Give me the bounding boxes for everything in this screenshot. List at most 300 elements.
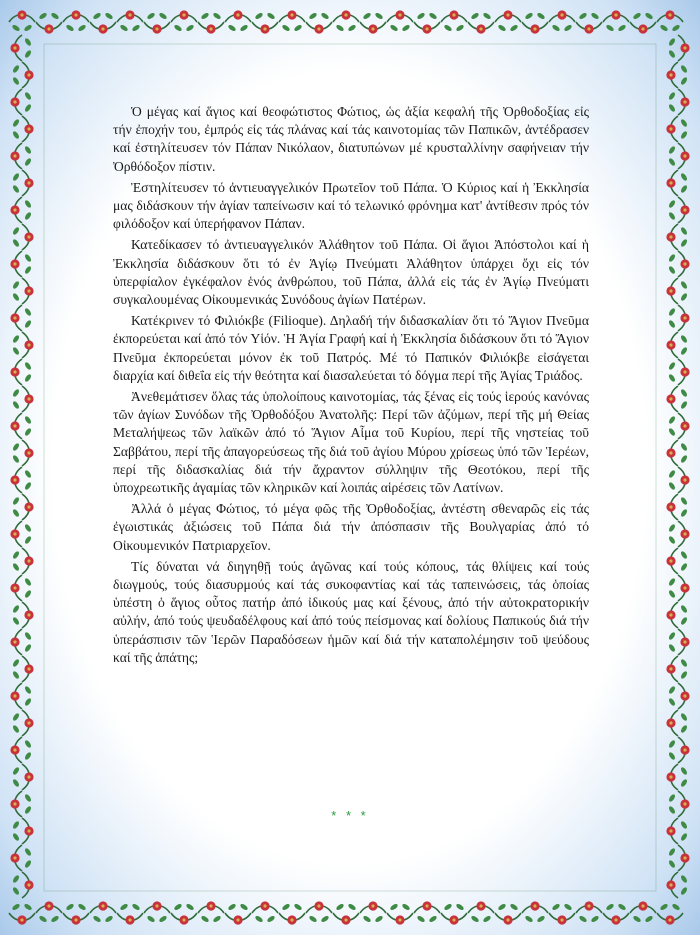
leaf-icon [680, 604, 688, 613]
leaf-icon [644, 12, 653, 20]
flower-center-icon [155, 27, 158, 30]
flower-center-icon [182, 13, 185, 16]
leaf-icon [24, 361, 32, 370]
flower-center-icon [27, 721, 30, 724]
leaf-icon [668, 697, 676, 706]
leaf-icon [12, 172, 20, 181]
leaf-icon [680, 346, 688, 355]
leaf-icon [12, 766, 20, 775]
flower-center-icon [13, 478, 16, 481]
leaf-icon [680, 778, 688, 787]
leaf-icon [24, 793, 32, 802]
leaf-icon [668, 37, 676, 46]
leaf-icon [38, 12, 47, 20]
leaf-icon [24, 469, 32, 478]
leaf-icon [24, 847, 32, 856]
leaf-icon [668, 751, 676, 760]
flower-center-icon [101, 27, 104, 30]
flower-center-icon [668, 918, 671, 921]
leaf-icon [482, 915, 491, 923]
flower-center-icon [236, 13, 239, 16]
flower-center-icon [683, 532, 686, 535]
flower-center-icon [74, 13, 77, 16]
flower-center-icon [27, 667, 30, 670]
leaf-icon [104, 12, 113, 20]
flower-center-icon [128, 13, 131, 16]
leaf-icon [668, 415, 676, 424]
leaf-icon [563, 24, 572, 32]
leaf-icon [212, 12, 221, 20]
flower-center-icon [669, 343, 672, 346]
leaf-icon [308, 915, 317, 923]
leaf-icon [12, 724, 20, 733]
leaf-icon [320, 12, 329, 20]
leaf-icon [212, 915, 221, 923]
flower-center-icon [533, 27, 536, 30]
flower-center-icon [669, 73, 672, 76]
leaf-icon [24, 415, 32, 424]
leaf-icon [266, 915, 275, 923]
leaf-icon [455, 24, 464, 32]
paragraph-4: Κατέκρινεν τό Φιλιόκβε (Filioque). Δηλαδή τήν διδασκαλίαν ὅτι τό Ἅγιον Πνεῦμα ἐκπορεύεται καί ἀπό τόν Υἱόν. Ἡ Ἁγία Γραφή καί ἡ Ἐκκλησία διδάσκουν ὅτι τό Ἅγιον Πνεῦμα ἐκπορεύεται μόνον ἐκ τοῦ Πατρός. Μέ τό Παπικόν Φιλιόκβε εἰσάγεται διαρχία καί διθεΐα εἰς τήν θεότητα καί διασαλεύεται τό δόγμα περί τῆς Ἁγίας Τριάδος. [113, 313, 589, 383]
flower-center-icon [263, 27, 266, 30]
flower-center-icon [479, 904, 482, 907]
leaf-icon [281, 24, 290, 32]
leaf-icon [668, 157, 676, 166]
leaf-icon [24, 685, 32, 694]
leaf-icon [12, 118, 20, 127]
leaf-icon [497, 903, 506, 911]
flower-center-icon [13, 856, 16, 859]
leaf-icon [12, 832, 20, 841]
flower-center-icon [13, 154, 16, 157]
leaf-icon [146, 12, 155, 20]
leaf-icon [12, 454, 20, 463]
leaf-icon [119, 24, 128, 32]
leaf-icon [347, 903, 356, 911]
flower-center-icon [669, 829, 672, 832]
leaf-icon [347, 24, 356, 32]
leaf-icon [158, 915, 167, 923]
flower-center-icon [669, 235, 672, 238]
flower-center-icon [683, 46, 686, 49]
leaf-icon [443, 903, 452, 911]
leaf-icon [668, 589, 676, 598]
flower-center-icon [182, 918, 185, 921]
flower-center-icon [669, 289, 672, 292]
flower-center-icon [27, 73, 30, 76]
paragraph-2: Ἐστηλίτευσεν τό ἀντιευαγγελικόν Πρωτεῖον τοῦ Πάπα. Ὁ Κύριος καί ἡ Ἐκκλησία μας διδάσκουν τήν ἁγίαν ταπείνωσιν καί τό τελωνικό φρόνημα κατ' ἀντίθεσιν πρός τόν φιλόδοξον καί ὑπερήφανον Πάπαν. [113, 179, 589, 232]
leaf-icon [12, 712, 20, 721]
flower-center-icon [27, 451, 30, 454]
flower-center-icon [669, 559, 672, 562]
flower-center-icon [317, 904, 320, 907]
leaf-icon [509, 903, 518, 911]
leaf-icon [24, 157, 32, 166]
flower-center-icon [27, 235, 30, 238]
leaf-icon [680, 184, 688, 193]
leaf-icon [119, 903, 128, 911]
leaf-icon [24, 199, 32, 208]
leaf-icon [239, 24, 248, 32]
leaf-icon [668, 535, 676, 544]
flower-center-icon [13, 586, 16, 589]
flower-center-icon [13, 100, 16, 103]
leaf-icon [668, 319, 676, 328]
leaf-icon [668, 739, 676, 748]
leaf-icon [146, 915, 155, 923]
leaf-icon [428, 915, 437, 923]
leaf-icon [509, 24, 518, 32]
leaf-icon [12, 886, 20, 895]
leaf-icon [24, 481, 32, 490]
flower-center-icon [479, 27, 482, 30]
leaf-icon [92, 12, 101, 20]
leaf-icon [12, 658, 20, 667]
flower-center-icon [506, 918, 509, 921]
leaf-icon [401, 24, 410, 32]
flower-center-icon [669, 667, 672, 670]
flower-center-icon [669, 721, 672, 724]
leaf-icon [12, 550, 20, 559]
leaf-icon [668, 643, 676, 652]
flower-center-icon [209, 904, 212, 907]
flower-center-icon [533, 904, 536, 907]
flower-center-icon [452, 13, 455, 16]
leaf-icon [173, 903, 182, 911]
leaf-icon [24, 535, 32, 544]
leaf-icon [680, 766, 688, 775]
flower-center-icon [669, 181, 672, 184]
leaf-icon [668, 145, 676, 154]
leaf-icon [659, 24, 668, 32]
flower-center-icon [587, 27, 590, 30]
leaf-icon [668, 91, 676, 100]
leaf-icon [12, 400, 20, 409]
leaf-icon [65, 24, 74, 32]
flower-center-icon [683, 640, 686, 643]
leaf-icon [24, 751, 32, 760]
document-body [113, 103, 589, 670]
leaf-icon [671, 24, 680, 32]
flower-center-icon [236, 918, 239, 921]
leaf-icon [668, 265, 676, 274]
leaf-icon [668, 103, 676, 112]
flower-center-icon [27, 397, 30, 400]
leaf-icon [254, 12, 263, 20]
flower-center-icon [669, 775, 672, 778]
leaf-icon [644, 915, 653, 923]
leaf-icon [12, 442, 20, 451]
leaf-icon [632, 12, 641, 20]
leaf-icon [281, 903, 290, 911]
leaf-icon [680, 496, 688, 505]
leaf-icon [470, 915, 479, 923]
leaf-icon [12, 604, 20, 613]
leaf-icon [24, 37, 32, 46]
leaf-icon [680, 118, 688, 127]
leaf-icon [158, 12, 167, 20]
leaf-icon [680, 886, 688, 895]
flower-center-icon [425, 904, 428, 907]
leaf-icon [617, 24, 626, 32]
leaf-icon [680, 724, 688, 733]
leaf-icon [668, 577, 676, 586]
leaf-icon [12, 226, 20, 235]
leaf-icon [617, 903, 626, 911]
leaf-icon [65, 903, 74, 911]
leaf-icon [680, 292, 688, 301]
leaf-icon [266, 12, 275, 20]
flower-center-icon [101, 904, 104, 907]
leaf-icon [12, 64, 20, 73]
leaf-icon [38, 915, 47, 923]
flower-center-icon [47, 904, 50, 907]
leaf-icon [24, 523, 32, 532]
leaf-icon [680, 226, 688, 235]
leaf-icon [362, 915, 371, 923]
flower-center-icon [669, 883, 672, 886]
leaf-icon [563, 903, 572, 911]
leaf-icon [659, 903, 668, 911]
flower-center-icon [27, 883, 30, 886]
leaf-icon [551, 24, 560, 32]
flower-center-icon [128, 918, 131, 921]
leaf-icon [12, 130, 20, 139]
leaf-icon [227, 903, 236, 911]
leaf-icon [12, 388, 20, 397]
flower-center-icon [13, 802, 16, 805]
flower-center-icon [209, 27, 212, 30]
flower-center-icon [13, 370, 16, 373]
leaf-icon [254, 915, 263, 923]
leaf-icon [680, 616, 688, 625]
leaf-icon [12, 184, 20, 193]
leaf-icon [24, 145, 32, 154]
leaf-icon [668, 793, 676, 802]
flower-center-icon [669, 127, 672, 130]
flower-center-icon [27, 775, 30, 778]
leaf-icon [401, 903, 410, 911]
flower-center-icon [344, 13, 347, 16]
leaf-icon [12, 508, 20, 517]
flower-center-icon [683, 586, 686, 589]
flower-center-icon [614, 918, 617, 921]
leaf-icon [335, 24, 344, 32]
leaf-icon [77, 903, 86, 911]
leaf-icon [24, 103, 32, 112]
leaf-icon [24, 307, 32, 316]
leaf-icon [590, 915, 599, 923]
leaf-icon [668, 199, 676, 208]
leaf-icon [680, 280, 688, 289]
leaf-icon [239, 903, 248, 911]
leaf-icon [416, 915, 425, 923]
leaf-icon [131, 903, 140, 911]
flower-center-icon [641, 27, 644, 30]
leaf-icon [185, 903, 194, 911]
asterism-divider: * * * [331, 808, 369, 823]
flower-center-icon [155, 904, 158, 907]
leaf-icon [680, 670, 688, 679]
flower-center-icon [13, 532, 16, 535]
leaf-icon [668, 469, 676, 478]
flower-center-icon [641, 904, 644, 907]
leaf-icon [668, 481, 676, 490]
leaf-icon [680, 400, 688, 409]
flower-center-icon [290, 13, 293, 16]
leaf-icon [185, 24, 194, 32]
leaf-icon [12, 778, 20, 787]
leaf-icon [497, 24, 506, 32]
flower-center-icon [506, 13, 509, 16]
leaf-icon [335, 903, 344, 911]
flower-center-icon [560, 13, 563, 16]
leaf-icon [50, 915, 59, 923]
leaf-icon [680, 76, 688, 85]
leaf-icon [389, 24, 398, 32]
leaf-icon [200, 12, 209, 20]
flower-center-icon [27, 613, 30, 616]
leaf-icon [320, 915, 329, 923]
flower-center-icon [74, 918, 77, 921]
leaf-icon [308, 12, 317, 20]
flower-center-icon [13, 208, 16, 211]
leaf-icon [671, 903, 680, 911]
leaf-icon [632, 915, 641, 923]
leaf-icon [389, 903, 398, 911]
flower-center-icon [683, 316, 686, 319]
leaf-icon [605, 903, 614, 911]
leaf-icon [668, 373, 676, 382]
paragraph-6: Ἀλλά ὁ μέγας Φώτιος, τό μέγα φῶς τῆς Ὀρθοδοξίας, ἀντέστη σθεναρῶς εἰς τάς ἐγωιστικάς ἀξιώσεις τοῦ Πάπα διά τήν ἀπόσπασιν τῆς Βουλγαρίας ἀπό τό Οἰκουμενικόν Πατριαρχεῖον. [113, 501, 589, 553]
leaf-icon [12, 562, 20, 571]
leaf-icon [668, 685, 676, 694]
leaf-icon [12, 292, 20, 301]
flower-center-icon [27, 559, 30, 562]
leaf-icon [578, 12, 587, 20]
flower-center-icon [669, 613, 672, 616]
leaf-icon [24, 589, 32, 598]
leaf-icon [24, 427, 32, 436]
leaf-icon [23, 903, 32, 911]
leaf-icon [668, 253, 676, 262]
leaf-icon [680, 508, 688, 517]
leaf-icon [668, 859, 676, 868]
leaf-icon [24, 253, 32, 262]
leaf-icon [12, 874, 20, 883]
leaf-icon [668, 847, 676, 856]
flower-center-icon [290, 918, 293, 921]
leaf-icon [24, 373, 32, 382]
paragraph-7: Τίς δύναται νά διηγηθῇ τούς ἀγῶνας καί τούς κόπους, τάς θλίψεις καί τούς διωγμούς, τούς διασυρμούς καί τάς συκοφαντίας καί τάς ταπεινώσεις, τάς ὁποίας ὑπέστη ὁ ἅγιος οὗτος πατήρ ἀπό ἰδικούς μας καί ξένους, ἀπό τήν αὐτοκρατορικήν αὐλήν, ἀπό τούς ψευδαδέλφους καί ἀπό τούς πείσμονας καί δολίους Παπικούς διά τήν ὑπεράσπισιν τῶν Ἱερῶν Παραδόσεων ἡμῶν καί διά τήν καταπολέμησιν τοῦ ψεύδους καί τῆς ἀπάτης; [113, 558, 589, 665]
leaf-icon [443, 24, 452, 32]
flower-center-icon [27, 181, 30, 184]
leaf-icon [362, 12, 371, 20]
flower-center-icon [683, 154, 686, 157]
leaf-icon [12, 280, 20, 289]
leaf-icon [24, 319, 32, 328]
leaf-icon [680, 562, 688, 571]
leaf-icon [680, 388, 688, 397]
flower-center-icon [683, 262, 686, 265]
leaf-icon [92, 915, 101, 923]
paragraph-3: Κατεδίκασεν τό ἀντιευαγγελικόν Ἀλάθητον τοῦ Πάπα. Οἱ ἅγιοι Ἀπόστολοι καί ἡ Ἐκκλησία διδάσκουν ὅτι τό ἐν Ἁγίῳ Πνεύματι Ἀλάθητον ὑπάρχει ὄχι εἰς τόν ὑπερφίαλον ἐγκέφαλον ἑνός ἀνθρώπου, τοῦ Πάπα, ἀλλά εἰς τάς ἐν Ἁγίῳ Πνεύματι συγκαλουμένας Οἰκουμενικάς Συνόδους ἁγίων Πατέρων. [113, 237, 589, 308]
leaf-icon [200, 915, 209, 923]
paragraph-1: Ὁ μέγας καί ἅγιος καί θεοφώτιστος Φώτιος, ὡς ἀξία κεφαλή τῆς Ὀρθοδοξίας εἰς τήν ἐποχήν του, ἐμπρός εἰς τάς πλάνας καί τάς καινοτομίας τῶν Παπικῶν, ἀντέδρασεν καί ἐστηλίτευσεν τόν Πάπαν Νικόλαον, διατυπώνων μέ κρυσταλλίνην σαφήνειαν τήν Ὀρθόδοξον πίστιν. [113, 104, 589, 174]
leaf-icon [605, 24, 614, 32]
flower-center-icon [13, 694, 16, 697]
leaf-icon [12, 76, 20, 85]
leaf-icon [24, 697, 32, 706]
flower-center-icon [263, 904, 266, 907]
flower-center-icon [683, 802, 686, 805]
leaf-icon [77, 24, 86, 32]
leaf-icon [293, 903, 302, 911]
flower-center-icon [560, 918, 563, 921]
leaf-icon [680, 832, 688, 841]
flower-center-icon [398, 918, 401, 921]
flower-center-icon [669, 451, 672, 454]
leaf-icon [455, 903, 464, 911]
leaf-icon [12, 334, 20, 343]
flower-center-icon [683, 748, 686, 751]
flower-center-icon [13, 748, 16, 751]
leaf-icon [24, 643, 32, 652]
leaf-icon [24, 859, 32, 868]
flower-center-icon [398, 13, 401, 16]
flower-center-icon [683, 694, 686, 697]
flower-center-icon [27, 829, 30, 832]
leaf-icon [578, 915, 587, 923]
leaf-icon [104, 915, 113, 923]
flower-center-icon [13, 640, 16, 643]
leaf-icon [24, 739, 32, 748]
leaf-icon [680, 550, 688, 559]
leaf-icon [668, 361, 676, 370]
leaf-icon [293, 24, 302, 32]
leaf-icon [24, 91, 32, 100]
leaf-icon [428, 12, 437, 20]
flower-center-icon [20, 918, 23, 921]
leaf-icon [680, 172, 688, 181]
flower-center-icon [13, 316, 16, 319]
leaf-icon [524, 12, 533, 20]
leaf-icon [12, 670, 20, 679]
flower-center-icon [669, 397, 672, 400]
leaf-icon [551, 903, 560, 911]
flower-center-icon [683, 478, 686, 481]
leaf-icon [680, 712, 688, 721]
leaf-icon [536, 915, 545, 923]
leaf-icon [668, 211, 676, 220]
flower-center-icon [587, 904, 590, 907]
flower-center-icon [20, 13, 23, 16]
leaf-icon [680, 658, 688, 667]
leaf-icon [680, 442, 688, 451]
leaf-icon [24, 49, 32, 58]
flower-center-icon [47, 27, 50, 30]
leaf-icon [24, 631, 32, 640]
leaf-icon [24, 211, 32, 220]
flower-center-icon [669, 505, 672, 508]
leaf-icon [374, 915, 383, 923]
flower-center-icon [683, 100, 686, 103]
leaf-icon [50, 12, 59, 20]
flower-center-icon [27, 505, 30, 508]
flower-center-icon [13, 262, 16, 265]
leaf-icon [23, 24, 32, 32]
